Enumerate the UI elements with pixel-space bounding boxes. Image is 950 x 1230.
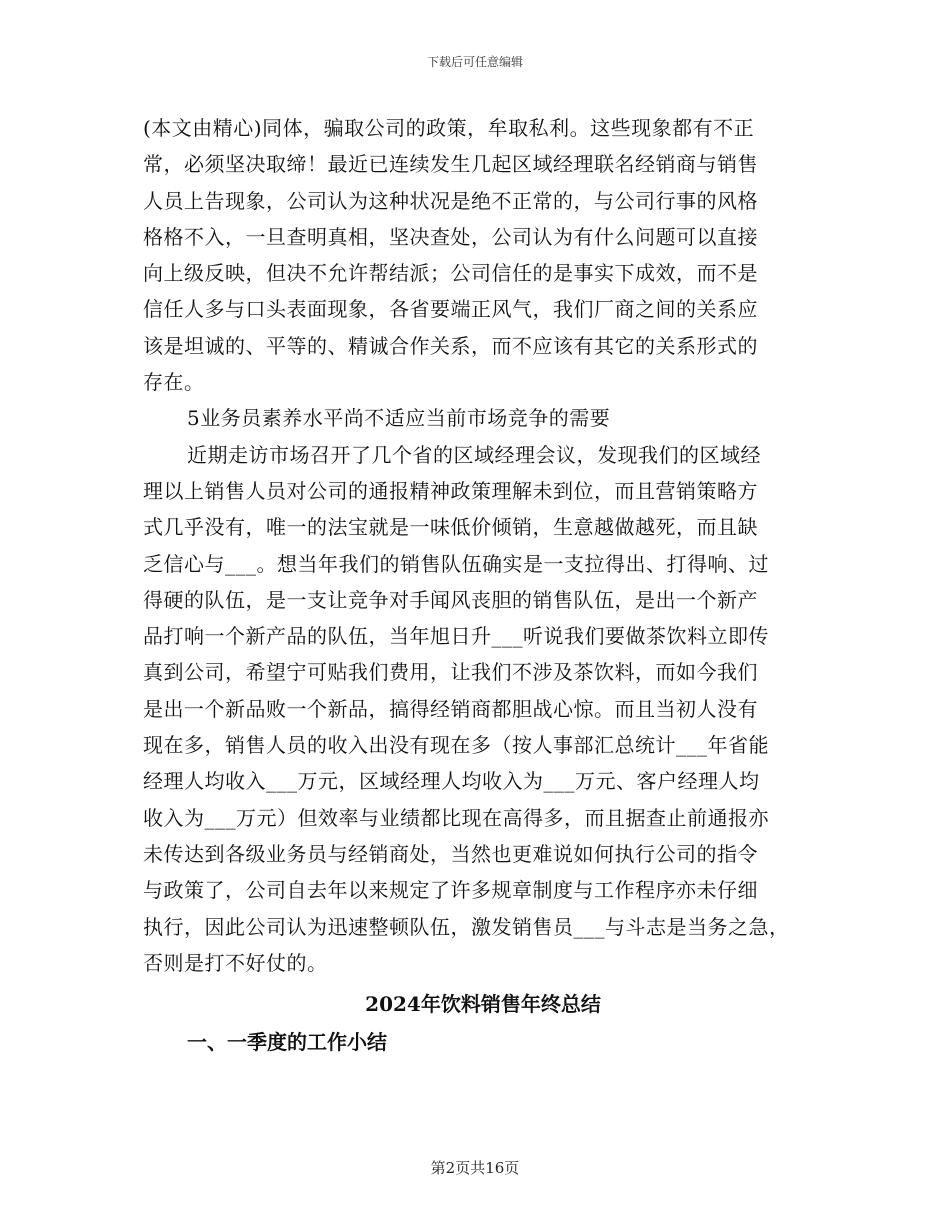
text-line: 格格不入，一旦查明真相，坚决查处，公司认为有什么问题可以直接 xyxy=(143,224,758,249)
text-line: 未传达到各级业务员与经销商处，当然也更难说如何执行公司的指令 xyxy=(143,841,758,866)
text-line: 与政策了，公司自去年以来规定了许多规章制度与工作程序亦未仔细 xyxy=(143,878,758,903)
paragraph-3 xyxy=(143,437,823,981)
section-subheading: 一、一季度的工作小结 xyxy=(187,1030,387,1055)
text-line: 品打响一个新产品的队伍，当年旭日升___听说我们要做茶饮料立即传 xyxy=(143,624,769,649)
section-heading-5: 5业务员素养水平尚不适应当前市场竞争的需要 xyxy=(187,406,611,431)
text-line: 理以上销售人员对公司的通报精神政策理解未到位，而且营销策略方 xyxy=(143,478,758,503)
text-line: 收入为___万元）但效率与业绩都比现在高得多，而且据查止前通报亦 xyxy=(143,805,769,830)
text-line: 该是坦诚的、平等的、精诚合作关系，而不应该有其它的关系形式的 xyxy=(143,333,758,358)
text-line: (本文由精心)同体，骗取公司的政策，牟取私利。这些现象都有不正 xyxy=(143,116,755,140)
text-line: 是出一个新品败一个新品，搞得经销商都胆战心惊。而且当初人没有 xyxy=(143,696,758,721)
text-line: 乏信心与___。想当年我们的销售队伍确实是一支拉得出、打得响、过 xyxy=(143,551,769,576)
page-header: 下载后可任意编辑 xyxy=(426,55,523,69)
text-line: 现在多，销售人员的收入出没有现在多（按人事部汇总统计___年省能 xyxy=(143,733,769,758)
paragraph-2 xyxy=(143,400,823,436)
text-line: 存在。 xyxy=(143,370,205,395)
text-line: 近期走访市场召开了几个省的区域经理会议，发现我们的区域经 xyxy=(187,442,761,467)
text-line: 信任人多与口头表面现象，各省要端正风气，我们厂商之间的关系应 xyxy=(143,297,758,322)
text-line: 经理人均收入___万元，区域经理人均收入为___万元、客户经理人均 xyxy=(143,769,760,794)
document-title: 2024年饮料销售年终总结 xyxy=(365,992,601,1017)
text-line: 人员上告现象，公司认为这种状况是绝不正常的，与公司行事的风格 xyxy=(143,188,758,213)
text-line: 否则是打不好仗的。 xyxy=(143,950,328,975)
text-line: 真到公司，希望宁可贴我们费用，让我们不涉及茶饮料，而如今我们 xyxy=(143,660,758,685)
text-line: 常，必须坚决取缔！最近已连续发生几起区域经理联名经销商与销售 xyxy=(143,152,758,177)
text-line: 向上级反映，但决不允许帮结派；公司信任的是事实下成效，而不是 xyxy=(143,261,758,286)
paragraph-1 xyxy=(143,110,823,400)
document-body xyxy=(143,110,823,1061)
text-line: 执行，因此公司认为迅速整顿队伍，激发销售员___与斗志是当务之急， xyxy=(143,914,790,939)
text-line: 得硬的队伍，是一支让竞争对手闻风丧胆的销售队伍，是出一个新产 xyxy=(143,587,758,612)
page-footer: 第2页共16页 xyxy=(430,1159,520,1177)
text-line: 式几乎没有，唯一的法宝就是一味低价倾销，生意越做越死，而且缺 xyxy=(143,515,758,540)
